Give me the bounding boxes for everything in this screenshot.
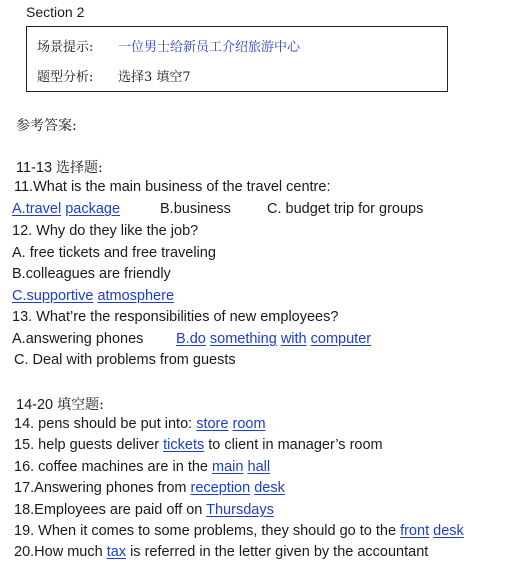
fill-heading: [16, 394, 104, 414]
q11-option-a: A.travel package: [12, 201, 121, 217]
choice-heading: [16, 157, 103, 177]
q13-b-word1[interactable]: do: [189, 331, 206, 347]
info-box: [26, 26, 448, 92]
q13-options: [12, 331, 512, 351]
q16-word1[interactable]: main: [212, 459, 244, 475]
type-value: 选择3 填空7: [118, 70, 191, 85]
choice-title: 选择题:: [56, 160, 103, 176]
q13-b-word4[interactable]: computer: [310, 331, 372, 347]
q11-a-word1[interactable]: travel: [25, 201, 62, 217]
q13-option-b: B.do something with computer: [176, 331, 372, 347]
q11-options: [12, 201, 512, 221]
q18-line: 18.Employees are paid off on Thursdays: [14, 502, 274, 518]
q12-option-b: B.colleagues are friendly: [12, 266, 171, 282]
q13-b-word2[interactable]: something: [209, 331, 277, 347]
q17-word2[interactable]: desk: [254, 480, 285, 496]
type-row: [37, 66, 191, 85]
q14-line: 14. pens should be put into: store room: [14, 416, 266, 432]
q13-option-c: C. Deal with problems from guests: [14, 352, 236, 368]
q11-option-b: B.business: [160, 201, 231, 217]
q14-word1[interactable]: store: [196, 416, 229, 432]
q12-question: 12. Why do they like the job?: [12, 223, 199, 239]
q20-line: 20.How much tax is referred in the letter given by the accountant: [14, 544, 429, 560]
q19-word2[interactable]: desk: [433, 523, 464, 539]
q19-line: 19. When it comes to some problems, they should go to the front desk: [14, 523, 464, 539]
q15-line: 15. help guests deliver tickets to client in manager’s room: [14, 437, 383, 453]
choice-range: 11-13: [16, 160, 53, 176]
scene-label: 场景提示:: [37, 40, 94, 55]
q13-b-word3[interactable]: with: [280, 331, 307, 347]
q20-word1[interactable]: tax: [106, 544, 127, 560]
fill-title: 填空题:: [57, 397, 104, 413]
q16-word2[interactable]: hall: [247, 459, 271, 475]
q15-word1[interactable]: tickets: [163, 437, 205, 453]
q11-a-word2[interactable]: package: [65, 201, 121, 217]
answers-label: 参考答案:: [16, 118, 77, 134]
fill-range: 14-20: [16, 397, 54, 413]
type-label: 题型分析:: [37, 70, 94, 85]
q12-option-a: A. free tickets and free traveling: [12, 245, 216, 261]
section-title: Section 2: [26, 4, 85, 20]
q17-line: 17.Answering phones from reception desk: [14, 480, 285, 496]
q12-c-word2[interactable]: atmosphere: [97, 288, 175, 304]
q11-question: 11.What is the main business of the travel centre:: [14, 179, 331, 195]
q13-question: 13. What’re the responsibilities of new employees?: [12, 309, 339, 325]
q12-option-c: C.supportive atmosphere: [12, 288, 175, 304]
q13-option-a: A.answering phones: [12, 331, 144, 347]
q17-word1[interactable]: reception: [190, 480, 251, 496]
scene-value: 一位男士给新员工介绍旅游中心: [118, 40, 301, 55]
q12-c-word1[interactable]: supportive: [26, 288, 94, 304]
q16-line: 16. coffee machines are in the main hall: [14, 459, 271, 475]
scene-row: [37, 36, 300, 55]
q18-word1[interactable]: Thursdays: [206, 502, 274, 518]
q14-word2[interactable]: room: [232, 416, 266, 432]
q19-word1[interactable]: front: [400, 523, 430, 539]
q11-option-c: C. budget trip for groups: [267, 201, 424, 217]
